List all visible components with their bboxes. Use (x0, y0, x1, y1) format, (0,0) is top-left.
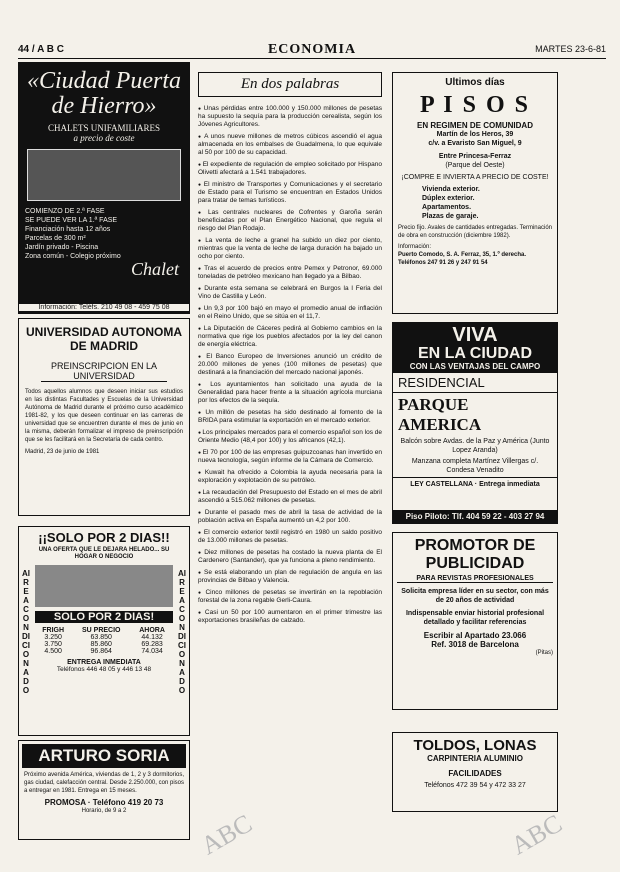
news-item: ● Kuwait ha ofrecido a Colombia la ayuda necesaria para la exploración y explotación de su petróleo. (198, 469, 382, 485)
ad-arturo-title: ARTURO SORIA (22, 744, 186, 768)
section-title: ECONOMIA (267, 42, 357, 57)
ad-solo-vert-right: AIRE ACONDICIONADO (178, 569, 186, 695)
ad-promotor-sub: PARA REVISTAS PROFESIONALES (397, 575, 553, 583)
ad-solo-th: SU PRECIO (81, 627, 121, 634)
ad-solo-cell: 63.850 (90, 634, 112, 641)
ad-universidad-title: UNIVERSIDAD AUTONOMA DE MADRID (25, 325, 182, 353)
ad-pisos-feat: Apartamentos. (422, 204, 472, 211)
ad-solo-phone: Teléfonos 446 48 05 y 446 13 48 (56, 666, 152, 673)
news-item: ● Cinco millones de pesetas se invertirán en la repoblación forestal de la zona regable Gerli-Caura. (198, 589, 382, 605)
news-item: ● El Banco Europeo de Inversiones anunció un crédito de 20.000 millones de yenes (100 millones de pesetas) que destinará a la financiación del mercado nacional japonés. (198, 353, 382, 377)
ad-pisos-sub: EN REGIMEN DE COMUNIDAD (416, 121, 533, 130)
news-item: ● Los principales mercados para el comercio español son los de Oriente Medio (48,4 por 100) y los africanos (42,1). (198, 429, 382, 445)
ad-promotor-body2: Indispensable enviar historial profesional detallado y facilitar referencias (405, 610, 545, 626)
page-number: 44 / A B C (18, 44, 64, 55)
ad-arturo-soria (18, 740, 190, 840)
ad-solo-cell: 96.864 (90, 648, 112, 655)
ad-viva-desc: Balcón sobre Avdas. de la Paz y América (Junto Lopez Aranda) (400, 438, 550, 454)
news-item: ● A unos nueve millones de metros cúbicos ascendió el agua almacenada en los embalses de Guadalmena, lo que equivale al 50 por 100 de su capacidad. (198, 133, 382, 157)
ad-solo-title: ¡¡SOLO POR 2 DIAS!! (38, 530, 170, 545)
ad-pisos-addr2: c/v. a Evaristo San Miguel, 9 (428, 140, 522, 147)
news-item: ● Unas pérdidas entre 100.000 y 150.000 millones de pesetas ha supuesto la sequía para la producción cerealista, según los Jóvenes Agricultores. (198, 105, 382, 129)
ad-pisos (392, 72, 558, 314)
ad-toldos (392, 732, 558, 812)
ad-promotor-body1: Solicita empresa líder en su sector, con más de 20 años de actividad (401, 588, 549, 604)
ad-solo-cell: 3.750 (44, 641, 62, 648)
ad-viva-foot: LEY CASTELLANA · Entrega inmediata (393, 477, 557, 491)
ad-pisos-body: Precio fijo. Avales de cantidades entregadas. Terminación de obra en construcción (diciembre 1982). (398, 225, 552, 239)
news-item: ● Durante el pasado mes de abril la tasa de actividad de la población activa en España aumentó un 4,2 por 100. (198, 509, 382, 525)
news-item: ● Un 9,3 por 100 bajó en mayo el promedio anual de inflación en el Reino Unido, que se sitúa en el 11,7. (198, 305, 382, 321)
ad-promotor-body4: Ref. 3018 de Barcelona (431, 640, 519, 649)
ad-ciudad-lines (19, 207, 189, 261)
news-item: ● Tras el acuerdo de precios entre Pemex y Petronor, 69.000 toneladas de petróleo mexicano han llegado ya a Bilbao. (198, 265, 382, 281)
page-date: MARTES 23-6-81 (535, 44, 606, 54)
ad-solo-photo (35, 565, 173, 607)
ad-solo-cell: 69.283 (141, 641, 163, 648)
ad-viva-phone: Piso Piloto: Tlf. 404 59 22 - 403 27 94 (393, 510, 557, 523)
ad-pisos-contact: Puerto Comodo, S. A. Ferraz, 35, 1.º derecha. Teléfonos 247 91 26 y 247 91 54 (398, 252, 527, 266)
news-item: ● La venta de leche a granel ha subido un diez por ciento, mientras que la venta de leche de larga duración ha bajado un ocho por ciento. (198, 237, 382, 261)
ad-solo-cell: 74.034 (141, 648, 163, 655)
news-item: ● Las centrales nucleares de Cofrentes y Garoña serán beneficiadas por el Plan Energético Nacional, que regula el riesgo del Plan Rodajo. (198, 209, 382, 233)
news-item: ● Casi un 50 por 100 aumentaron en el primer trimestre las exportaciones brasileñas de calzado. (198, 609, 382, 625)
ad-viva-ciudad (392, 322, 558, 524)
ad-viva-r1: RESIDENCIAL (393, 373, 557, 393)
ad-solo-cell: 4.500 (44, 648, 62, 655)
news-item: ● Se está elaborando un plan de regulación de angula en las provincias de Bilbao y Valencia. (198, 569, 382, 585)
news-item: ● Diez millones de pesetas ha costado la nueva planta de El Cardenero (Santander), que ya funciona a pleno rendimiento. (198, 549, 382, 565)
ad-solo-cell: 85.860 (90, 641, 112, 648)
news-item: ● La Diputación de Cáceres pedirá al Gobierno cambios en la normativa que rige los pueblos afectados por la ley del canon de energía eléctrica. (198, 325, 382, 349)
ad-ciudad-line: Financiación hasta 12 años (25, 226, 111, 233)
watermark-abc: ABC (196, 808, 257, 861)
ad-viva-title2: EN LA CIUDAD (417, 345, 533, 362)
ad-ciudad-logo: Chalet (131, 259, 179, 279)
ad-ciudad-sub2: a precio de coste (73, 133, 135, 143)
ad-arturo-body: Próximo avenida América, viviendas de 1, 2 y 3 dormitorios, gas ciudad, calefacción central. Desde 2.250.000, con pisos a entregar en 1981. Entrega en 15 meses. (24, 772, 184, 794)
ad-solo-cell: 3.250 (44, 634, 62, 641)
ad-ciudad-line: SE PUEDE VER LA 1.ª FASE (25, 217, 118, 224)
ad-ciudad-photo (27, 149, 181, 201)
ad-promotor-body3: Escribir al Apartado 23.066 (423, 631, 527, 640)
ad-viva-title3: CON LAS VENTAJAS DEL CAMPO (409, 362, 541, 371)
ad-promotor-title: PROMOTOR DE PUBLICIDAD (414, 537, 536, 572)
news-item: ● Durante esta semana se celebrará en Burgos la I Feria del Vino de Castilla y León. (198, 285, 382, 301)
news-item: ● Los ayuntamientos han solicitado una ayuda de la Generalidad para hacer frente a la situación agrícola murciana por los efectos de la sequía. (198, 381, 382, 405)
ad-toldos-sub: CARPINTERIA ALUMINIO (427, 754, 523, 763)
ad-pisos-cta: ¡COMPRE E INVIERTA A PRECIO DE COSTE! (401, 174, 549, 181)
ad-viva-title1: VIVA (452, 324, 498, 346)
ad-ciudad-title: «Ciudad Puerta de Hierro» (27, 68, 181, 119)
ad-toldos-title: TOLDOS, LONAS (413, 737, 537, 754)
ad-pisos-info: Información: (398, 244, 432, 250)
watermark-abc: ABC (506, 808, 567, 861)
ad-ciudad-line: Zona común - Colegio próximo (25, 253, 121, 260)
news-item: ● El ministro de Transportes y Comunicaciones y el secretario de Estado para el Turismo se encuentran en Estados Unidos para tratar de temas turísticos. (198, 181, 382, 205)
ad-ciudad-line: COMIENZO DE 2.ª FASE (25, 208, 105, 215)
news-item: ● El expediente de regulación de empleo solicitado por Hispano Olivetti afectará a 1.541 trabajadores. (198, 161, 382, 177)
ad-pisos-feats (422, 185, 552, 221)
ad-universidad-sub: PREINSCRIPCION EN LA UNIVERSIDAD (41, 361, 167, 382)
news-title: En dos palabras (198, 72, 382, 97)
news-item: ● El 70 por 100 de las empresas guipuzcoanas han invertido en nueva tecnología, según informe de la Cámara de Comercio. (198, 449, 382, 465)
ad-pisos-title: P I S O S (419, 92, 531, 118)
ad-promotor-credit: (Pitas) (535, 650, 553, 656)
page-header (18, 42, 606, 59)
ad-ciudad-line: Jardín privado - Piscina (25, 244, 99, 251)
ad-universidad-sign: Madrid, 23 de junio de 1981 (25, 449, 100, 455)
ad-ciudad-phone: Información: Teléfs. 210 49 08 - 459 75 08 (19, 304, 189, 311)
ad-pisos-addr1: Martín de los Heros, 39 (436, 131, 514, 138)
ad-viva-desc2: Manzana completa Martínez Villergas c/. Condesa Venadito (411, 458, 539, 474)
ad-arturo-phone: PROMOSA · Teléfono 419 20 73 (44, 798, 164, 807)
ad-pisos-addr4: (Parque del Oeste) (445, 162, 505, 169)
ad-toldos-phone: Teléfonos 472 39 54 y 472 33 27 (424, 782, 526, 789)
ad-pisos-feat: Vivienda exterior. (422, 186, 480, 193)
ad-solo-th: AHORA (139, 627, 165, 634)
ad-universidad (18, 318, 190, 516)
ad-solo-2-dias (18, 526, 190, 736)
ad-universidad-body: Todos aquellos alumnos que deseen iniciar sus estudios en las distintas Facultades y Escuelas de la Universidad Autónoma de Madrid durante el próximo curso académico 1981-82, y los que deseen continuar en las carreras de universidad que se encuentren durante el mes de junio en la misma, deberán formalizar el impreso de preinscripción que se les facilitará en la Secretaría de cada centro. (25, 389, 183, 443)
ad-ciudad-line: Parcelas de 300 m² (25, 235, 86, 242)
ad-pisos-top: Ultimos días (445, 77, 505, 88)
ad-promotor (392, 532, 558, 710)
ad-solo-vert-left: AIRE ACONDICIONADO (22, 569, 30, 695)
news-item: ● Un millón de pesetas ha sido destinado al fomento de la BRIDA para estimular la exportación en el mercado exterior. (198, 409, 382, 425)
ad-solo-th: FRIGH (42, 627, 65, 634)
ad-ciudad-sub: CHALETS UNIFAMILIARES (47, 123, 161, 133)
ad-ciudad-puerta-hierro (18, 62, 190, 314)
ad-pisos-feat: Dúplex exterior. (422, 195, 475, 202)
news-item: ● El comercio exterior textil registró en 1980 un saldo positivo de 13.000 millones de pesetas. (198, 529, 382, 545)
ad-viva-head (393, 323, 557, 373)
ad-solo-banner: SOLO POR 2 DIAS! (35, 611, 173, 623)
ad-pisos-feat: Plazas de garaje. (422, 213, 479, 220)
ad-viva-r2: PARQUE AMERICA (398, 395, 482, 434)
ad-pisos-addr3: Entre Princesa-Ferraz (438, 153, 512, 160)
news-column (198, 72, 382, 850)
ad-arturo-hours: Horario, de 9 a 2 (81, 808, 127, 814)
ad-solo-cell: 44.132 (141, 634, 163, 641)
ad-solo-foot: ENTREGA INMEDIATA (67, 659, 141, 666)
ad-solo-table (35, 627, 173, 655)
ad-toldos-fac: FACILIDADES (448, 769, 502, 778)
ad-solo-sub: UNA OFERTA QUE LE DEJARA HELADO... SU HOGAR O NEGOCIO (38, 547, 170, 560)
news-item: ● La recaudación del Presupuesto del Estado en el mes de abril ascendió a 515.062 millones de pesetas. (198, 489, 382, 505)
